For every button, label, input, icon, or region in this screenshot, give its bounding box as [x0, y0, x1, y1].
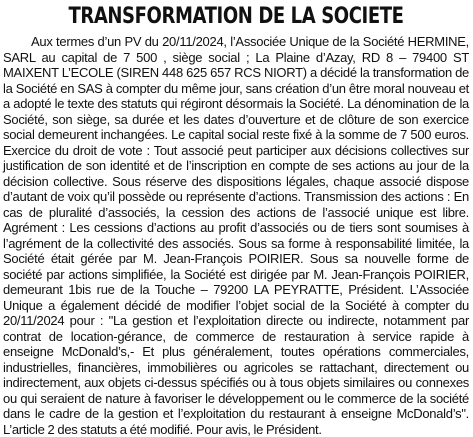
notice-title: TRANSFORMATION DE LA SOCIETE	[68, 4, 404, 29]
notice-body: Aux termes d’un PV du 20/11/2024, l’Associée Unique de la Société HERMINE, SARL au capital de 7 500 , siège social ; La Plaine d’Azay, RD 8 – 79400 ST MAIXENT L’ECOLE (SIREN 448 625 657 RCS NIORT) a décidé la transformation de la Société en SAS à compter du même jour, sans création d’un être moral nouveau et a adopté le texte des statuts qui régiront désormais la Société. La dénomination de la Société, son siège, sa durée et les dates d’ouverture et de clôture de son exercice social demeurent inchangées. Le capital social reste fixé à la somme de 7 500 euros. Exercice du droit de vote : Tout associé peut participer aux décisions collectives sur justification de son identité et de l’inscription en compte de ses actions au jour de la décision collective. Sous réserve des dispositions légales, chaque associé dispose d’autant de voix qu’il possède ou représente d’actions. Transmission des actions : En cas de pluralité d’associés, la cession des actions de l’associé unique est libre. Agrément : Les cessions d’actions au profit d’associés ou de tiers sont soumises à l’agrément de la collectivité des associés. Sous sa forme à responsabilité limitée, la Société était gérée par M. Jean-François POIRIER. Sous sa nouvelle forme de société par actions simplifiée, la Société est dirigée par M. Jean-François POIRIER, demeurant 1bis rue de la Touche – 79200 LA PEYRATTE, Président. L’Associée Unique a également décidé de modifier l’objet social de la Société à compter du 20/11/2024 pour : "La gestion et l’exploitation directe ou indirecte, notamment par contrat de location-gérance, de commerce de restauration à service rapide à enseigne McDonald’s,- Et plus généralement, toutes opérations commerciales, industrielles, financières, immobilières ou agricoles se rattachant, directement ou indirectement, aux objets ci-dessus spécifiés ou à tous objets similaires ou connexes ou qui seraient de nature à favoriser le développement ou le commerce de la société dans le cadre de la gestion et l’exploitation du restaurant à enseigne McDonald’s". L’article 2 des statuts a été modifié. Pour avis, le Président.	[3, 34, 469, 437]
